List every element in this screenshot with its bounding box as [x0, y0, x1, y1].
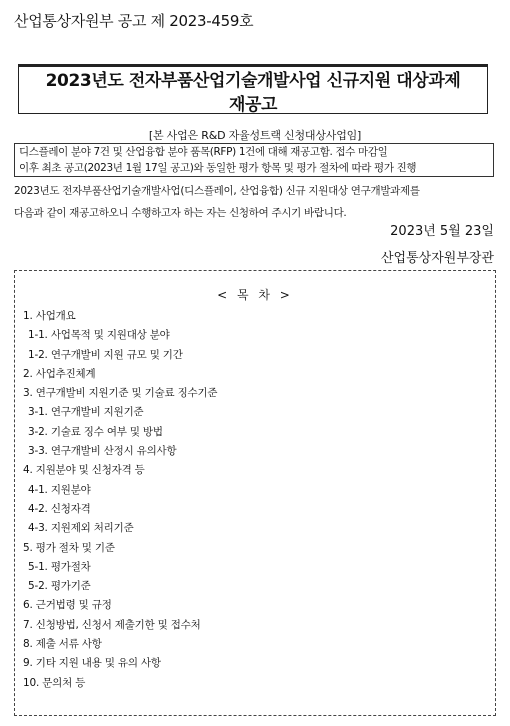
- toc-item: 5-1. 평가절차: [28, 560, 91, 573]
- title-line-2: 재공고: [228, 95, 278, 115]
- renotice-box: [14, 143, 494, 177]
- toc-item: 7. 신청방법, 신청서 제출기한 및 접수처: [23, 618, 201, 631]
- toc-item: 1-1. 사업목적 및 지원대상 분야: [28, 329, 170, 342]
- toc-item: 10. 문의처 등: [23, 676, 86, 689]
- toc-item: 4-1. 지원분야: [28, 483, 91, 496]
- toc-item: 1-2. 연구개발비 지원 규모 및 기간: [28, 348, 183, 361]
- toc-item: 4-3. 지원제외 처리기준: [28, 522, 134, 535]
- toc-item: 4-2. 신청자격: [28, 502, 91, 515]
- toc-item: 3-2. 기술료 징수 여부 및 방법: [28, 425, 163, 438]
- toc-heading: < 목 차 >: [217, 288, 293, 302]
- toc-list: [23, 307, 483, 693]
- notice-number: 산업통상자원부 공고 제 2023-459호: [14, 12, 254, 30]
- renotice-line-2: 이후 최초 공고(2023년 1월 17일 공고)와 동일한 평가 항목 및 평가 절차에 따라 평가 진행: [19, 162, 417, 174]
- title-box: [18, 64, 488, 114]
- toc-item: 2. 사업추진체계: [23, 367, 96, 380]
- toc-item: 4. 지원분야 및 신청자격 등: [23, 464, 145, 477]
- toc-item: 3-3. 연구개발비 산정시 유의사항: [28, 445, 177, 458]
- title-line-1: 2023년도 전자부품산업기술개발사업 신규지원 대상과제: [45, 71, 461, 91]
- toc-item: 6. 근거법령 및 규정: [23, 599, 112, 612]
- toc-item: 5-2. 평가기준: [28, 580, 91, 593]
- toc-item: 9. 기타 지원 내용 및 유의 사항: [23, 657, 161, 670]
- issuer-name: 산업통상자원부장관: [380, 251, 494, 266]
- toc-item: 8. 제출 서류 사항: [23, 638, 102, 651]
- body-line-2: 다음과 같이 재공고하오니 수행하고자 하는 자는 신청하여 주시기 바랍니다.: [14, 207, 347, 219]
- toc-item: 5. 평가 절차 및 기준: [23, 541, 115, 554]
- renotice-line-1: 디스플레이 분야 7건 및 산업융합 분야 품목(RFP) 1건에 대해 재공고함. 접수 마감일: [19, 146, 388, 158]
- body-line-1: 2023년도 전자부품산업기술개발사업(디스플레이, 산업융합) 신규 지원대상 연구개발과제를: [14, 185, 420, 197]
- announcement-body: [14, 180, 500, 224]
- program-note: [본 사업은 R&D 자율성트랙 신청대상사업임]: [148, 129, 362, 142]
- toc-item: 3-1. 연구개발비 지원기준: [28, 406, 144, 419]
- table-of-contents: [14, 270, 496, 716]
- toc-item: 3. 연구개발비 지원기준 및 기술료 징수기준: [23, 387, 218, 400]
- toc-item: 1. 사업개요: [23, 310, 76, 322]
- announcement-date: 2023년 5월 23일: [390, 224, 494, 239]
